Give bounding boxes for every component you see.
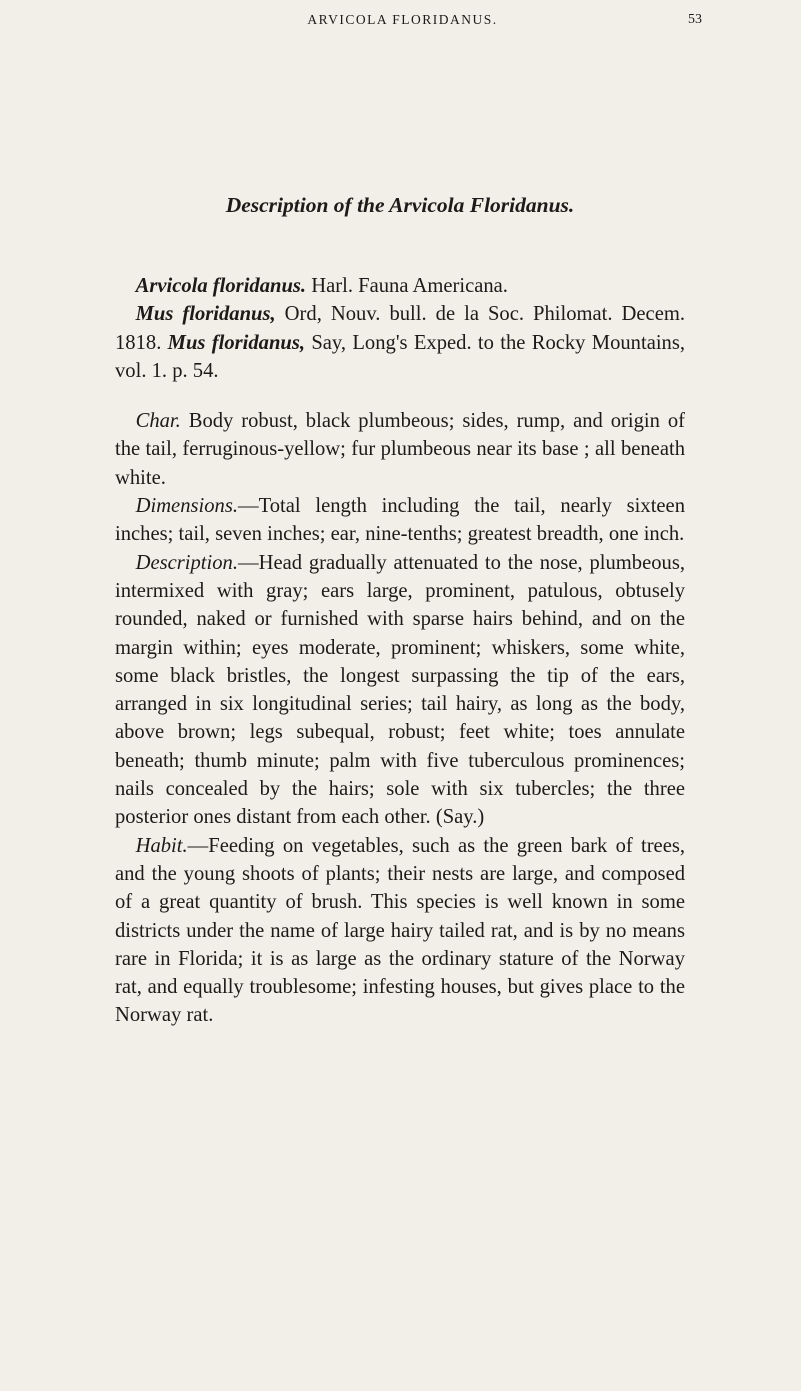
synonym-citation: Ord, Nouv. bull. de la Soc. Philomat. Decem. 1818. [115,303,686,354]
section-label: Description. [135,551,238,574]
char-paragraph [115,407,685,492]
dimensions-paragraph [115,492,685,549]
section-title: Description of the Arvicola Floridanus. [225,193,575,217]
section-text: —Total length including the tail, nearly sixteen inches; tail, seven inches; ear, nine-tenths; greatest breadth, one inch. [115,495,685,546]
synonym-name: Arvicola floridanus. [135,275,307,297]
synonym-citation: Say, Long's Exped. to the Rocky Mountains, vol. 1. p. 54. [115,331,686,382]
synonym-name: Mus floridanus, [135,303,276,326]
synonym-name: Mus floridanus, [167,331,306,354]
section-label: Habit. [135,834,188,857]
section-label: Dimensions. [135,495,238,518]
habit-paragraph [115,832,685,1030]
synonym-citation: Harl. Fauna Americana. [306,275,508,297]
page-number: 53 [688,12,702,27]
body-text [115,272,685,1030]
description-paragraph [115,549,685,832]
running-head: ARVICOLA FLORIDANUS. [307,12,498,27]
section-text: Body robust, black plumbeous; sides, rump, and origin of the tail, ferruginous-yellow; fur plumbeous near its base ; all beneath white. [115,410,685,489]
synonymy-paragraph [115,272,685,385]
section-text: —Head gradually attenuated to the nose, plumbeous, intermixed with gray; ears large, prominent, patulous, obtusely rounded, naked or furnished with sparse hairs behind, and on the margin within; eyes moderate, prominent; whiskers, some white, some black bristles, the longest surpassing the tip of the ears, arranged in six longitudinal series; tail hairy, as long as the body, above brown; legs subequal, robust; feet white; toes annulate beneath; thumb minute; palm with five tuberculous prominences; nails concealed by the hairs; sole with six tubercles; the three posterior ones distant from each other. (Say.) [115,551,685,829]
section-label: Char. [135,410,181,433]
section-text: —Feeding on vegetables, such as the green bark of trees, and the young shoots of plants; their nests are large, and composed of a great quantity of brush. This species is well known in some districts under the name of large hairy tailed rat, and is by no means rare in Florida; it is as large as the ordinary stature of the Norway rat, and equally troublesome; infesting houses, but gives place to the Norway rat. [115,834,685,1027]
